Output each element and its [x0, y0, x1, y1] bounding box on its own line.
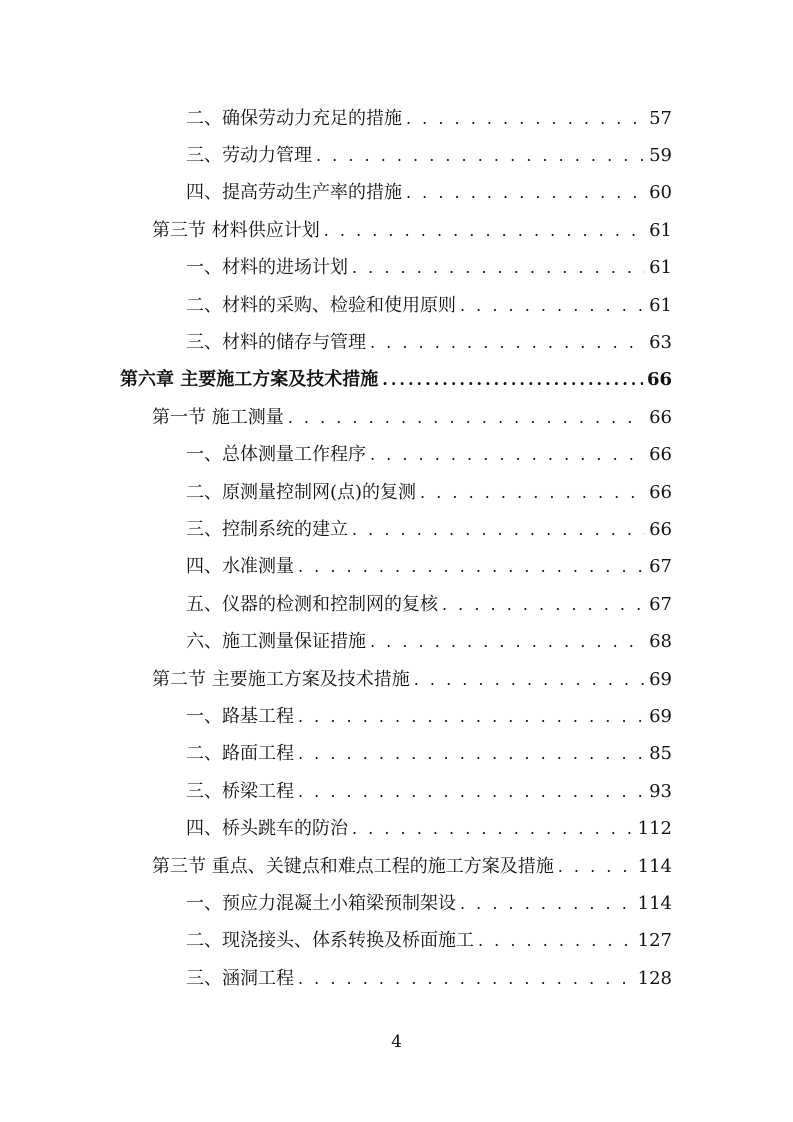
toc-page-number: 67: [649, 556, 672, 578]
toc-page-number: 61: [649, 219, 672, 241]
toc-page-number: 59: [649, 145, 672, 167]
toc-dot-leader: [414, 669, 645, 691]
toc-entry-title: 第三节 材料供应计划: [152, 219, 320, 241]
toc-entry[interactable]: [0, 250, 672, 287]
toc-page-number: 93: [649, 780, 672, 802]
toc-dot-leader: [558, 856, 634, 878]
toc-entry-title: 三、桥梁工程: [186, 780, 294, 802]
toc-page-number: 60: [649, 182, 672, 204]
toc-dot-leader: [406, 108, 645, 130]
toc-entry-title: 四、水准测量: [186, 556, 294, 578]
toc-entry[interactable]: [0, 474, 672, 511]
toc-page-number: 67: [649, 593, 672, 615]
toc-entry[interactable]: [0, 324, 672, 361]
toc-entry[interactable]: [0, 511, 672, 548]
toc-page-number: 57: [649, 107, 672, 129]
toc-page-number: 127: [637, 930, 672, 952]
toc-page-number: 66: [649, 444, 672, 466]
toc-entry[interactable]: [0, 923, 672, 960]
toc-page-number: 85: [649, 743, 672, 765]
toc-chapter-title: 第六章 主要施工方案及技术措施: [120, 369, 379, 391]
toc-page-number: 61: [649, 257, 672, 279]
toc-dot-leader: [382, 369, 643, 391]
table-of-contents: [0, 100, 793, 997]
toc-dot-leader: [370, 631, 645, 653]
toc-chapter-entry[interactable]: [0, 362, 672, 399]
toc-entry[interactable]: [0, 137, 672, 174]
toc-entry-title: 一、路基工程: [186, 705, 294, 727]
toc-entry-title: 四、提高劳动生产率的措施: [186, 182, 402, 204]
toc-dot-leader: [478, 930, 634, 952]
toc-entry[interactable]: [0, 437, 672, 474]
toc-entry-title: 二、确保劳动力充足的措施: [186, 107, 402, 129]
toc-dot-leader: [420, 482, 645, 504]
toc-entry-title: 六、施工测量保证措施: [186, 631, 366, 653]
toc-section-entry[interactable]: [0, 399, 672, 436]
toc-entry[interactable]: [0, 885, 672, 922]
toc-dot-leader: [298, 743, 645, 765]
toc-entry[interactable]: [0, 586, 672, 623]
toc-dot-leader: [406, 182, 645, 204]
toc-entry[interactable]: [0, 287, 672, 324]
toc-dot-leader: [298, 706, 645, 728]
toc-section-entry[interactable]: [0, 212, 672, 249]
toc-entry-title: 二、原测量控制网(点)的复测: [186, 481, 417, 503]
toc-dot-leader: [460, 295, 645, 317]
toc-page-number: 114: [637, 855, 672, 877]
toc-entry-title: 第一节 施工测量: [152, 406, 284, 428]
toc-entry-title: 三、材料的储存与管理: [186, 332, 366, 354]
toc-page-number: 66: [649, 518, 672, 540]
toc-page-number: 66: [649, 481, 672, 503]
toc-dot-leader: [442, 594, 645, 616]
toc-dot-leader: [298, 781, 645, 803]
toc-page-number: 68: [649, 631, 672, 653]
toc-entry-title: 二、材料的采购、检验和使用原则: [186, 294, 456, 316]
toc-entry[interactable]: [0, 773, 672, 810]
toc-entry-title: 第三节 重点、关键点和难点工程的施工方案及措施: [152, 855, 554, 877]
toc-dot-leader: [352, 519, 645, 541]
toc-entry-title: 三、控制系统的建立: [186, 518, 348, 540]
toc-dot-leader: [352, 257, 645, 279]
toc-entry[interactable]: [0, 175, 672, 212]
toc-entry-title: 第二节 主要施工方案及技术措施: [152, 668, 410, 690]
toc-entry[interactable]: [0, 810, 672, 847]
toc-entry-title: 五、仪器的检测和控制网的复核: [186, 593, 438, 615]
toc-page-number: 69: [649, 668, 672, 690]
toc-entry[interactable]: [0, 549, 672, 586]
toc-entry[interactable]: [0, 698, 672, 735]
toc-entry[interactable]: [0, 623, 672, 660]
toc-entry-title: 三、劳动力管理: [186, 145, 312, 167]
toc-dot-leader: [370, 332, 645, 354]
toc-entry-title: 一、总体测量工作程序: [186, 444, 366, 466]
page-number-footer: 4: [391, 1032, 402, 1052]
toc-entry-title: 二、路面工程: [186, 743, 294, 765]
toc-page-number: 61: [649, 294, 672, 316]
toc-dot-leader: [298, 968, 634, 990]
toc-entry[interactable]: [0, 736, 672, 773]
toc-entry-title: 二、现浇接头、体系转换及桥面施工: [186, 930, 474, 952]
toc-entry[interactable]: [0, 100, 672, 137]
toc-dot-leader: [352, 818, 634, 840]
toc-page-number: 114: [637, 892, 672, 914]
toc-dot-leader: [298, 556, 645, 578]
toc-page-number: 128: [637, 967, 672, 989]
toc-section-entry[interactable]: [0, 848, 672, 885]
toc-section-entry[interactable]: [0, 661, 672, 698]
toc-entry-title: 四、桥头跳车的防治: [186, 818, 348, 840]
toc-dot-leader: [370, 444, 645, 466]
toc-entry-title: 三、涵洞工程: [186, 967, 294, 989]
toc-entry-title: 一、材料的进场计划: [186, 257, 348, 279]
toc-page-number: 66: [649, 406, 672, 428]
toc-dot-leader: [460, 893, 634, 915]
toc-page-number: 66: [646, 369, 672, 391]
toc-entry[interactable]: [0, 960, 672, 997]
toc-page-number: 69: [649, 705, 672, 727]
toc-entry-title: 一、预应力混凝土小箱梁预制架设: [186, 892, 456, 914]
toc-page-number: 63: [649, 332, 672, 354]
toc-dot-leader: [324, 220, 645, 242]
toc-dot-leader: [288, 407, 645, 429]
toc-page-number: 112: [637, 818, 672, 840]
toc-dot-leader: [316, 145, 645, 167]
